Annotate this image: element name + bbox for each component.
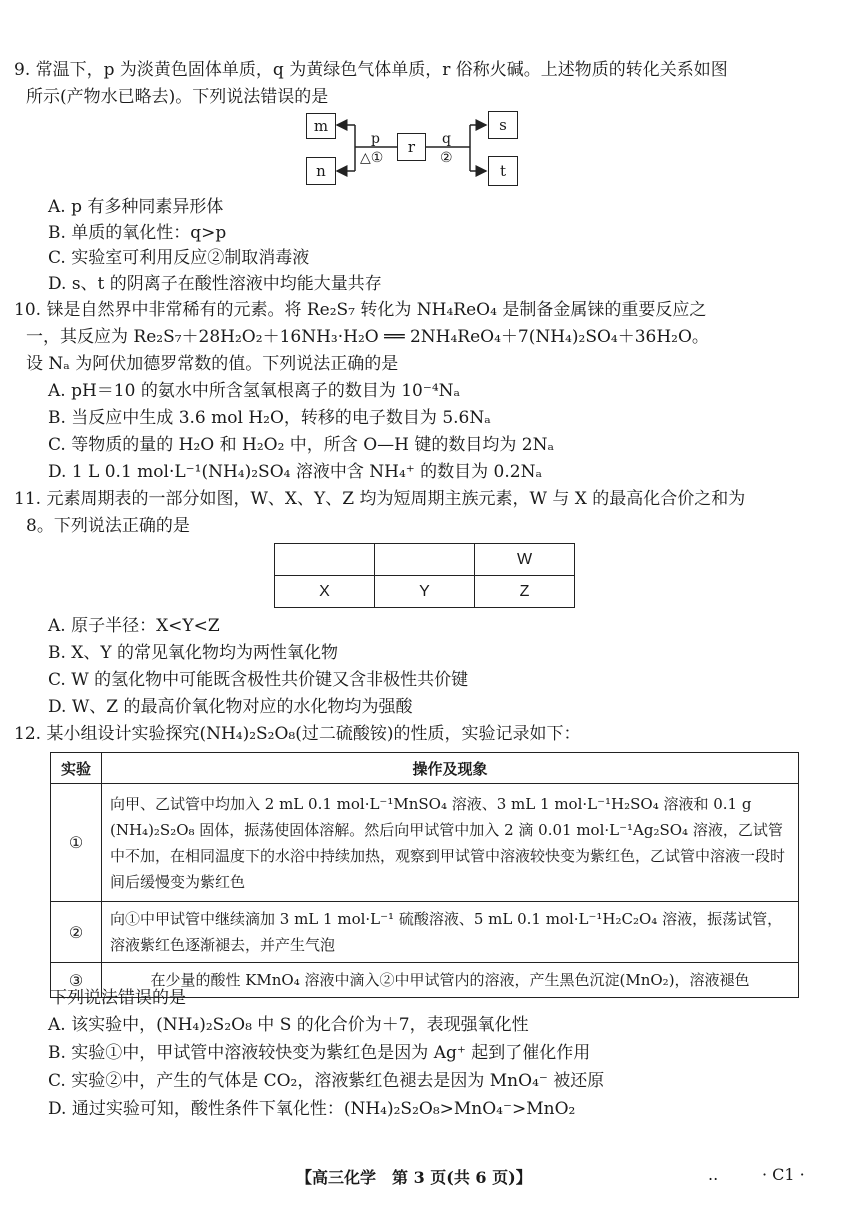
pt-cell (275, 544, 375, 576)
q11-stem-line1: 11. 元素周期表的一部分如图，W、X、Y、Z 均为短周期主族元素，W 与 X 的最高化合价之和为 (14, 489, 746, 509)
q10-option-d: D. 1 L 0.1 mol·L⁻¹(NH₄)₂SO₄ 溶液中含 NH₄⁺ 的数目为 0.2Nₐ (48, 462, 543, 482)
q10-stem-line1: 10. 铼是自然界中非常稀有的元素。将 Re₂S₇ 转化为 NH₄ReO₄ 是制备金属铼的重要反应之 (14, 300, 707, 320)
pt-cell-y: Y (375, 576, 475, 608)
pt-cell-x: X (275, 576, 375, 608)
diagram-label-cond1: △① (360, 150, 384, 166)
exp-row-text: 在少量的酸性 KMnO₄ 溶液中滴入②中甲试管内的溶液，产生黑色沉淀(MnO₂)，溶液褪色 (102, 963, 799, 998)
q11-option-a: A. 原子半径：X<Y<Z (48, 616, 220, 636)
exp-header-num: 实验 (51, 753, 102, 784)
q12-option-d: D. 通过实验可知，酸性条件下氧化性：(NH₄)₂S₂O₈>MnO₄⁻>MnO₂ (48, 1099, 576, 1119)
q12-follow: 下列说法错误的是 (50, 988, 186, 1008)
pt-cell-z: Z (475, 576, 575, 608)
exp-row-num: ③ (51, 963, 102, 998)
diagram-box-t: t (488, 156, 518, 186)
q9-option-d: D. s、t 的阴离子在酸性溶液中均能大量共存 (48, 274, 382, 294)
q9-stem-line2: 所示(产物水已略去)。下列说法错误的是 (26, 87, 329, 107)
q10-option-a: A. pH＝10 的氨水中所含氢氧根离子的数目为 10⁻⁴Nₐ (48, 381, 461, 401)
diagram-box-r: r (397, 133, 426, 161)
paper-code: · C1 · (762, 1165, 805, 1184)
q9-stem-line1: 9. 常温下，p 为淡黄色固体单质，q 为黄绿色气体单质，r 俗称火碱。上述物质的转化关系如图 (14, 60, 728, 80)
q11-option-d: D. W、Z 的最高价氧化物对应的水化物均为强酸 (48, 697, 413, 717)
q11-option-b: B. X、Y 的常见氧化物均为两性氧化物 (48, 643, 339, 663)
diagram-box-m: m (306, 113, 336, 139)
exp-row-text: 向甲、乙试管中均加入 2 mL 0.1 mol·L⁻¹MnSO₄ 溶液、3 mL 1 mol·L⁻¹H₂SO₄ 溶液和 0.1 g (NH₄)₂S₂O₈ 固体，振荡使固体溶解。然后向甲试管中加入 2 滴 0.01 mol·L⁻¹Ag₂SO₄ 溶液，乙试管中不加，在相同温度下的水浴中持续加热，观察到甲试管中溶液较快变为紫红色，乙试管中溶液一段时间后缓慢变为紫红色 (102, 784, 799, 902)
q10-stem-line2: 一，其反应为 Re₂S₇＋28H₂O₂＋16NH₃·H₂O ══ 2NH₄ReO₄＋7(NH₄)₂SO₄＋36H₂O。 (26, 327, 709, 347)
q11-stem-line2: 8。下列说法正确的是 (26, 516, 190, 536)
q9-option-a: A. p 有多种同素异形体 (48, 197, 224, 217)
q12-option-b: B. 实验①中，甲试管中溶液较快变为紫红色是因为 Ag⁺ 起到了催化作用 (48, 1043, 591, 1063)
pt-cell (375, 544, 475, 576)
diagram-label-q: q (442, 131, 451, 147)
exp-row-num: ① (51, 784, 102, 902)
q9-option-c: C. 实验室可利用反应②制取消毒液 (48, 248, 310, 268)
page-footer: 【高三化学 第 3 页(共 6 页)】 (296, 1168, 532, 1187)
q10-option-b: B. 当反应中生成 3.6 mol H₂O，转移的电子数目为 5.6Nₐ (48, 408, 491, 428)
diagram-arrows (300, 105, 530, 195)
q12-stem: 12. 某小组设计实验探究(NH₄)₂S₂O₈(过二硫酸铵)的性质，实验记录如下： (14, 724, 581, 744)
diagram-label-cond2: ② (440, 150, 453, 166)
q10-stem-line3: 设 Nₐ 为阿伏加德罗常数的值。下列说法正确的是 (26, 354, 399, 374)
exp-header-ops: 操作及现象 (102, 753, 799, 784)
diagram-box-n: n (306, 157, 336, 185)
q12-option-a: A. 该实验中，(NH₄)₂S₂O₈ 中 S 的化合价为＋7，表现强氧化性 (48, 1015, 529, 1035)
diagram-label-p: p (371, 131, 380, 147)
q11-option-c: C. W 的氢化物中可能既含极性共价键又含非极性共价键 (48, 670, 469, 690)
diagram-box-s: s (488, 111, 518, 139)
q9-option-b: B. 单质的氧化性：q>p (48, 223, 227, 243)
footer-dots: .. (708, 1165, 719, 1184)
q12-option-c: C. 实验②中，产生的气体是 CO₂，溶液紫红色褪去是因为 MnO₄⁻ 被还原 (48, 1071, 605, 1091)
periodic-table-fragment (274, 543, 575, 608)
exp-row-text: 向①中甲试管中继续滴加 3 mL 1 mol·L⁻¹ 硫酸溶液、5 mL 0.1 mol·L⁻¹H₂C₂O₄ 溶液，振荡试管，溶液紫红色逐渐褪去，并产生气泡 (102, 902, 799, 963)
experiment-table (50, 752, 799, 998)
pt-cell-w: W (475, 544, 575, 576)
exp-row-num: ② (51, 902, 102, 963)
q10-option-c: C. 等物质的量的 H₂O 和 H₂O₂ 中，所含 O—H 键的数目均为 2Nₐ (48, 435, 555, 455)
